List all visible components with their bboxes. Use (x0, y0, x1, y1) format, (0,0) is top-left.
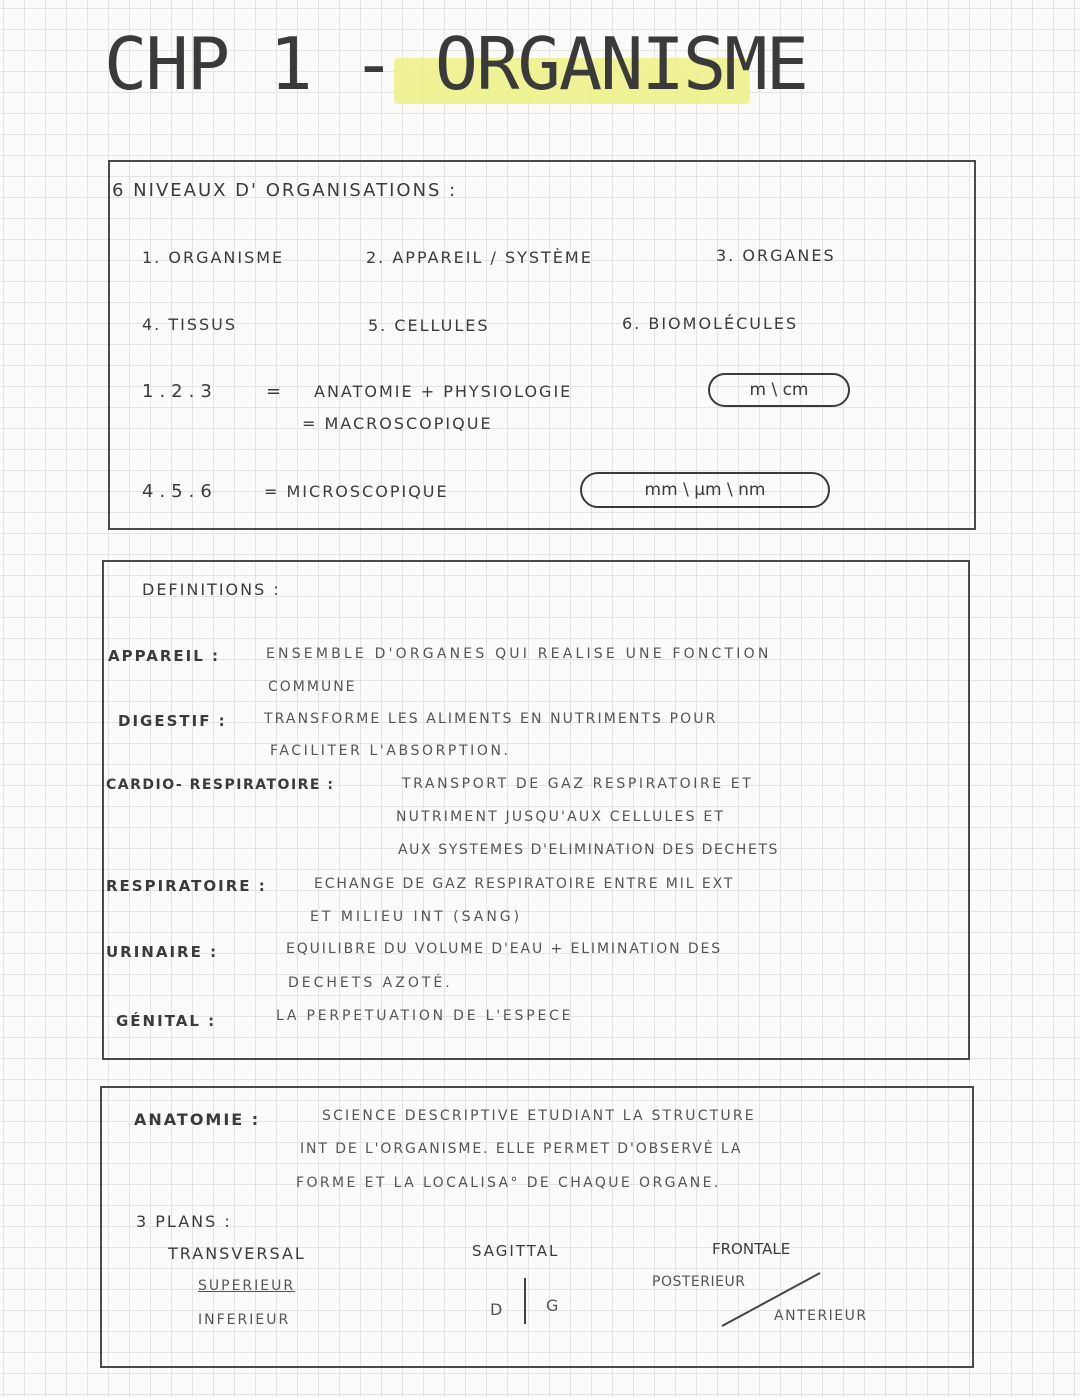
levels-heading: 6 NIVEAUX D' ORGANISATIONS : (112, 180, 458, 201)
macro-units-oval (708, 373, 850, 407)
respiratoire-def-2: ET MILIEU INT (SANG) (310, 909, 523, 925)
respiratoire-def-1: ECHANGE DE GAZ RESPIRATOIRE ENTRE MIL EXT (314, 876, 735, 892)
level-6: 6. BIOMOLÉCULES (622, 314, 799, 333)
macro-ref: 1.2.3 (142, 381, 218, 402)
title-prefix: CHP 1 - (104, 22, 435, 106)
micro-units-oval (580, 472, 830, 508)
anatomie-term: ANATOMIE : (134, 1110, 261, 1129)
cardio-def-1: TRANSPORT DE GAZ RESPIRATOIRE ET (402, 776, 754, 792)
level-2: 2. APPAREIL / SYSTÈME (366, 248, 593, 267)
digestif-term: DIGESTIF : (118, 712, 227, 730)
respiratoire-term: RESPIRATOIRE : (106, 877, 267, 895)
title-main: ORGANISME (434, 22, 807, 106)
levels-box (108, 160, 976, 530)
macro-definition: ANATOMIE + PHYSIOLOGIE (314, 382, 573, 401)
page-title (104, 22, 807, 106)
transversal-inferieur: INFERIEUR (198, 1312, 291, 1328)
plans-heading: 3 PLANS : (136, 1212, 232, 1231)
cardio-def-3: AUX SYSTEMES D'ELIMINATION DES DECHETS (398, 842, 780, 858)
cardio-def-2: NUTRIMENT JUSQU'AUX CELLULES ET (396, 809, 726, 825)
plan-transversal: TRANSVERSAL (168, 1244, 306, 1263)
micro-units: mm \ µm \ nm (644, 480, 766, 500)
anatomie-def-3: FORME ET LA LOCALISA° DE CHAQUE ORGANE. (296, 1175, 721, 1191)
genital-def: LA PERPETUATION DE L'ESPECE (276, 1008, 574, 1024)
transversal-superieur: SUPERIEUR (198, 1278, 296, 1294)
macro-eq: = (266, 381, 284, 402)
micro-label: = MICROSCOPIQUE (264, 482, 449, 501)
appareil-term: APPAREIL : (108, 647, 220, 665)
urinaire-def-2: DECHETS AZOTÉ. (288, 975, 453, 991)
macro-label: = MACROSCOPIQUE (302, 414, 493, 433)
sagittal-g: G (546, 1296, 561, 1315)
macro-units: m \ cm (749, 380, 809, 400)
appareil-def-1: ENSEMBLE D'ORGANES QUI REALISE UNE FONCTION (266, 646, 772, 662)
sagittal-d: D (490, 1300, 505, 1319)
urinaire-def-1: EQUILIBRE DU VOLUME D'EAU + ELIMINATION DES (286, 941, 723, 957)
frontale-posterieur: POSTERIEUR (652, 1274, 746, 1290)
level-4: 4. TISSUS (142, 315, 238, 334)
cardio-term: CARDIO- RESPIRATOIRE : (106, 777, 335, 793)
level-1: 1. ORGANISME (142, 248, 285, 267)
sagittal-divider (524, 1278, 526, 1324)
frontale-anterieur: ANTERIEUR (774, 1308, 868, 1324)
level-3: 3. ORGANES (716, 246, 836, 265)
digestif-def-2: FACILITER L'ABSORPTION. (270, 743, 511, 759)
digestif-def-1: TRANSFORME LES ALIMENTS EN NUTRIMENTS POUR (264, 711, 718, 727)
anatomie-def-2: INT DE L'ORGANISME. ELLE PERMET D'OBSERVÉ LA (300, 1141, 743, 1157)
genital-term: GÉNITAL : (116, 1012, 217, 1030)
definitions-heading: DEFINITIONS : (142, 580, 281, 599)
urinaire-term: URINAIRE : (106, 943, 219, 961)
anatomie-def-1: SCIENCE DESCRIPTIVE ETUDIANT LA STRUCTURE (322, 1108, 756, 1124)
plan-sagittal: SAGITTAL (472, 1242, 560, 1260)
plan-frontale: FRONTALE (712, 1240, 791, 1258)
appareil-def-2: COMMUNE (268, 679, 357, 695)
micro-ref: 4.5.6 (142, 481, 218, 502)
level-5: 5. CELLULES (368, 316, 490, 335)
